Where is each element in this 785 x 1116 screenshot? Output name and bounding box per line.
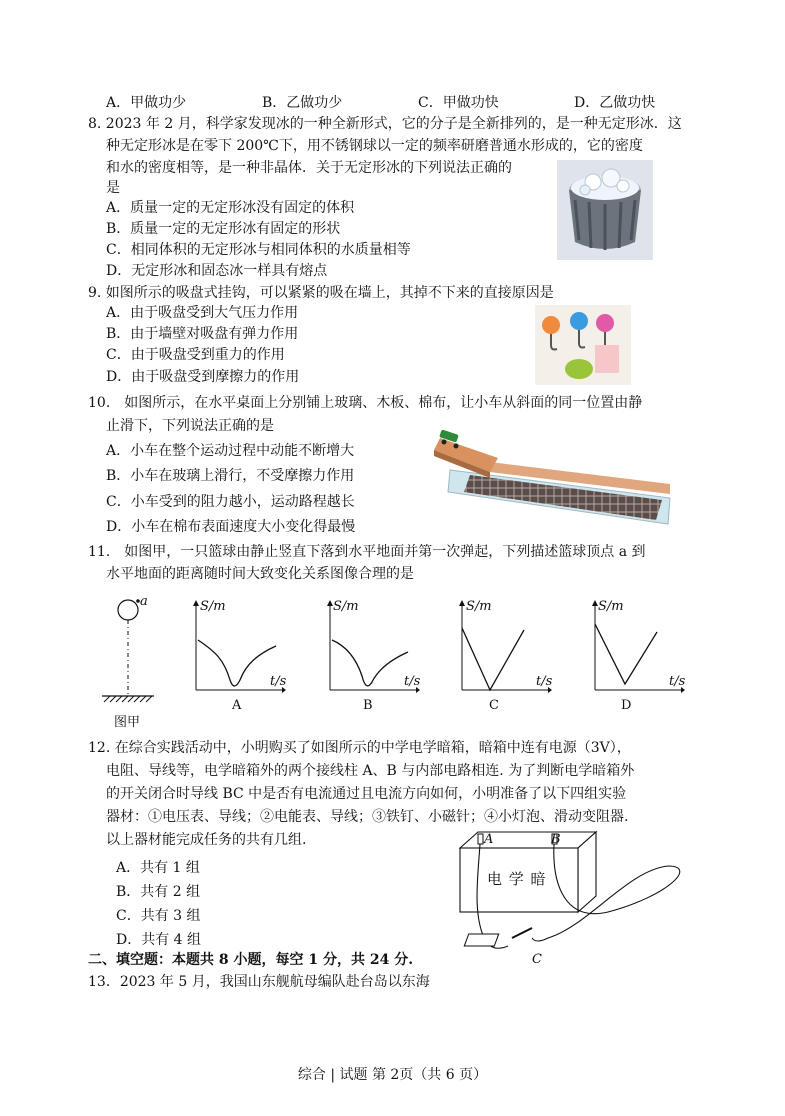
q8-option-a: A．质量一定的无定形冰没有固定的体积 [106, 200, 355, 216]
q8-stem-line-2: 种无定形冰是在零下 200℃下，用不锈钢球以一定的频率研磨普通水形成的，它的密度 [106, 138, 643, 154]
terminal-b-label: B [551, 832, 561, 847]
graph-c-caption: C [489, 698, 499, 713]
graph-b-caption: B [363, 698, 373, 713]
basketball-figure [96, 592, 156, 712]
ramp-experiment-image [430, 420, 680, 525]
switch-c-label: C [532, 952, 542, 967]
q12-stem-line-3: 的开关闭合时导线 BC 中是否有电流通过且电流方向如何，小明准备了以下四组实验 [106, 786, 627, 802]
q8-stem-line-3: 和水的密度相等，是一种非晶体．关于无定形冰的下列说法正确的 [106, 160, 512, 176]
graph-c-xlabel: t/s [536, 674, 553, 689]
q7-option-d: D．乙做功快 [574, 95, 656, 111]
q11-stem-line-2: 水平地面的距离随时间大致变化关系图像合理的是 [106, 566, 414, 582]
q8-option-d: D．无定形冰和固态冰一样具有熔点 [106, 263, 328, 279]
q12-stem-line-4: 器材：①电压表、导线；②电能表、导线；③铁钉、小磁针；④小灯泡、滑动变阻器. [106, 809, 629, 825]
q9-option-b: B．由于墙壁对吸盘有弹力作用 [106, 326, 299, 342]
q12-stem-line-1: 12. 在综合实践活动中，小明购买了如图所示的中学电学暗箱，暗箱中连有电源（3V）， [88, 740, 631, 756]
figure-jia-label: 图甲 [114, 715, 141, 730]
q12-option-c: C．共有 3 组 [116, 908, 201, 924]
amorphous-ice-image [557, 160, 653, 260]
q10-option-d: D．小车在棉布表面速度大小变化得最慢 [106, 519, 356, 535]
black-box-label: 电 学 暗 [487, 870, 547, 888]
q8-stem-line-1: 8. 2023 年 2 月，科学家发现冰的一种全新形式，它的分子是全新排列的，是一种无定形冰．这 [88, 116, 682, 132]
q11-stem-line-1 [88, 542, 646, 562]
graph-d-ylabel: S/m [598, 599, 624, 614]
q9-option-a: A．由于吸盘受到大气压力作用 [106, 305, 299, 321]
q10-option-c: C．小车受到的阻力越小，运动路程越长 [106, 494, 355, 510]
graph-a-xlabel: t/s [270, 674, 287, 689]
q12-option-a: A．共有 1 组 [116, 860, 200, 876]
q12-stem-line-2: 电阻、导线等，电学暗箱外的两个接线柱 A、B 与内部电路相连. 为了判断电学暗箱外 [106, 763, 635, 779]
q13-stem: 13．2023 年 5 月，我国山东舰航母编队赴台岛以东海 [88, 974, 430, 990]
graph-b-ylabel: S/m [333, 599, 359, 614]
graph-d-caption: D [621, 698, 632, 713]
q8-option-c: C．相同体积的无定形冰与相同体积的水质量相等 [106, 242, 411, 258]
graph-c-ylabel: S/m [466, 599, 492, 614]
q11-stem-text-1: 11. 如图甲，一只篮球由静止竖直下落到水平地面并第一次弹起，下列描述篮球顶点 a 到 [88, 544, 646, 560]
q7-option-a: A．甲做功少 [106, 95, 187, 111]
q12-option-d: D．共有 4 组 [116, 932, 202, 948]
section-2-heading: 二、填空题：本题共 8 小题，每空 1 分，共 24 分. [88, 952, 414, 968]
q8-option-b: B．质量一定的无定形冰有固定的形状 [106, 221, 341, 237]
q10-stem-line-2: 止滑下，下列说法正确的是 [106, 418, 274, 434]
q9-stem: 9. 如图所示的吸盘式挂钩，可以紧紧的吸在墙上，其掉不下来的直接原因是 [88, 285, 554, 301]
suction-hook-image [535, 305, 631, 385]
q7-option-c: C．甲做功快 [418, 95, 499, 111]
graph-b-xlabel: t/s [404, 674, 421, 689]
page-footer: 综合 | 试题 第 2页（共 6 页） [297, 1067, 488, 1083]
point-a-label: a [140, 594, 148, 609]
graph-a-ylabel: S/m [200, 599, 226, 614]
q9-option-c: C．由于吸盘受到重力的作用 [106, 347, 285, 363]
q10-option-a: A．小车在整个运动过程中动能不断增大 [106, 443, 355, 459]
q7-option-b: B．乙做功少 [262, 95, 343, 111]
q10-option-b: B．小车在玻璃上滑行，不受摩擦力作用 [106, 468, 355, 484]
terminal-a-label: A [484, 832, 494, 847]
graph-a-caption: A [232, 698, 242, 713]
black-box-circuit [448, 826, 728, 966]
q9-option-d: D．由于吸盘受到摩擦力的作用 [106, 369, 300, 385]
q12-option-b: B．共有 2 组 [116, 884, 201, 900]
q10-stem-line-1: 10. 如图所示，在水平桌面上分别铺上玻璃、木板、棉布，让小车从斜面的同一位置由静 [88, 395, 643, 411]
q8-stem-line-4: 是 [106, 180, 120, 196]
graph-d-xlabel: t/s [669, 674, 686, 689]
q12-stem-line-5: 以上器材能完成任务的共有几组. [106, 832, 307, 848]
